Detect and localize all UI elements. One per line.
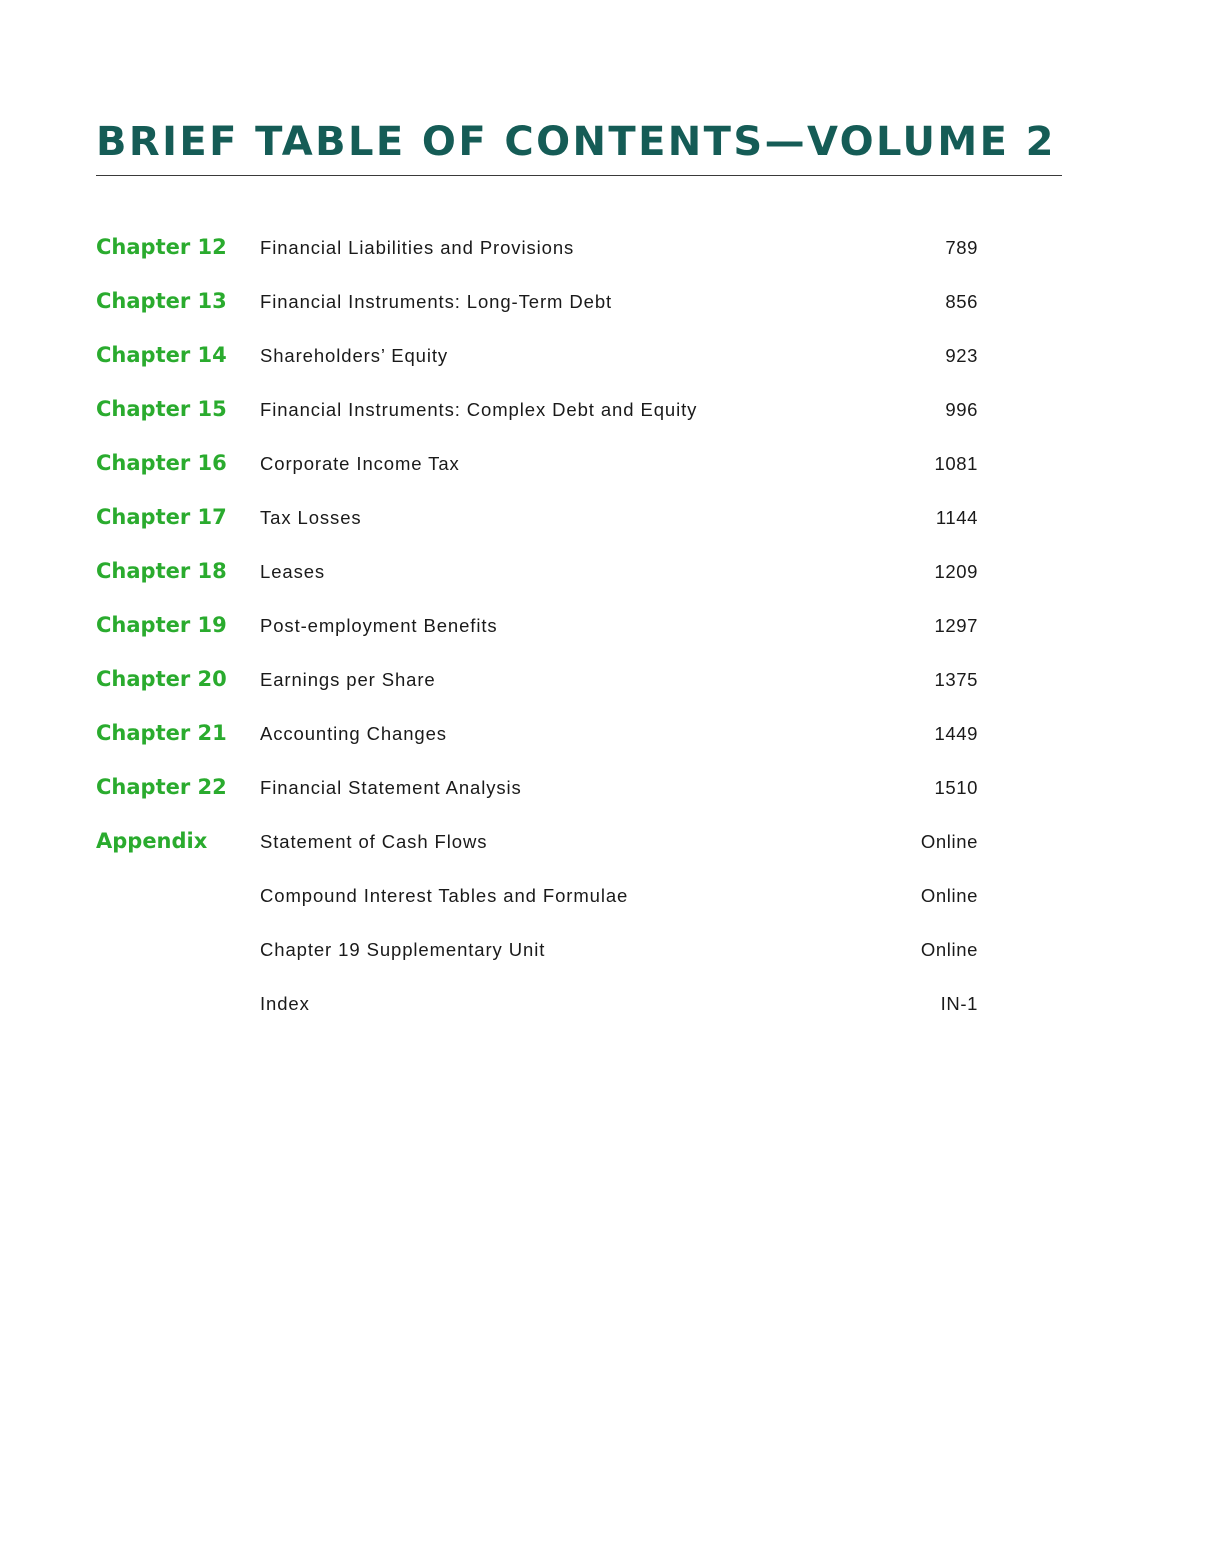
toc-page-number: 996: [945, 399, 978, 420]
toc-entry: [96, 437, 978, 491]
toc-entry: [96, 923, 978, 977]
toc-entry: [96, 653, 978, 707]
toc-entry: [96, 599, 978, 653]
toc-entry: [96, 869, 978, 923]
toc-entry: [96, 815, 978, 869]
toc-entry: [96, 383, 978, 437]
toc-entry-title: Financial Liabilities and Provisions: [260, 237, 575, 258]
toc-page-number: 856: [945, 291, 978, 312]
toc-entry-title: Financial Instruments: Long-Term Debt: [260, 291, 613, 312]
toc-entry-title: Shareholders’ Equity: [260, 345, 449, 366]
toc-entry: [96, 761, 978, 815]
toc-entry-title: Financial Statement Analysis: [260, 777, 522, 798]
toc-entry-title: Leases: [260, 561, 326, 582]
toc-page-number: Online: [920, 885, 978, 906]
toc-page-number: 1510: [934, 777, 978, 798]
toc-chapter-label: Chapter 21: [96, 721, 227, 745]
toc-entry-title: Chapter 19 Supplementary Unit: [260, 939, 546, 960]
toc-chapter-label: Chapter 14: [96, 343, 227, 367]
page-title: BRIEF TABLE OF CONTENTS—VOLUME 2: [96, 119, 1056, 165]
toc-entry: [96, 977, 978, 1031]
toc-entry-title: Compound Interest Tables and Formulae: [260, 885, 629, 906]
toc-chapter-label: Chapter 20: [96, 667, 227, 691]
table-of-contents: [96, 221, 978, 1031]
toc-entry-title: Tax Losses: [260, 507, 362, 528]
toc-page-number: Online: [920, 939, 978, 960]
toc-page-number: 1375: [934, 669, 978, 690]
toc-page-number: Online: [920, 831, 978, 852]
toc-entry: [96, 275, 978, 329]
toc-page-number: 1081: [934, 453, 978, 474]
toc-page-number: 789: [945, 237, 978, 258]
toc-entry: [96, 707, 978, 761]
toc-chapter-label: Chapter 19: [96, 613, 227, 637]
toc-chapter-label: Chapter 16: [96, 451, 227, 475]
toc-entry-title: Statement of Cash Flows: [260, 831, 488, 852]
title-rule: [96, 175, 1062, 176]
toc-entry-title: Index: [260, 993, 310, 1014]
toc-entry-title: Financial Instruments: Complex Debt and Equity: [260, 399, 698, 420]
toc-page-number: 923: [945, 345, 978, 366]
toc-page-number: 1209: [934, 561, 978, 582]
toc-entry-title: Earnings per Share: [260, 669, 436, 690]
toc-page-number: 1297: [934, 615, 978, 636]
toc-entry: [96, 221, 978, 275]
toc-chapter-label: Chapter 22: [96, 775, 227, 799]
toc-entry-title: Accounting Changes: [260, 723, 447, 744]
toc-entry: [96, 545, 978, 599]
toc-chapter-label: Chapter 13: [96, 289, 227, 313]
toc-page-number: 1144: [935, 507, 978, 528]
toc-page-number: IN-1: [940, 993, 978, 1014]
toc-entry: [96, 329, 978, 383]
toc-entry-title: Post-employment Benefits: [260, 615, 498, 636]
toc-chapter-label: Chapter 15: [96, 397, 227, 421]
toc-appendix-label: Appendix: [96, 829, 208, 853]
toc-page-number: 1449: [934, 723, 978, 744]
toc-entry: [96, 491, 978, 545]
toc-chapter-label: Chapter 12: [96, 235, 227, 259]
toc-entry-title: Corporate Income Tax: [260, 453, 460, 474]
toc-chapter-label: Chapter 18: [96, 559, 227, 583]
toc-chapter-label: Chapter 17: [96, 505, 227, 529]
